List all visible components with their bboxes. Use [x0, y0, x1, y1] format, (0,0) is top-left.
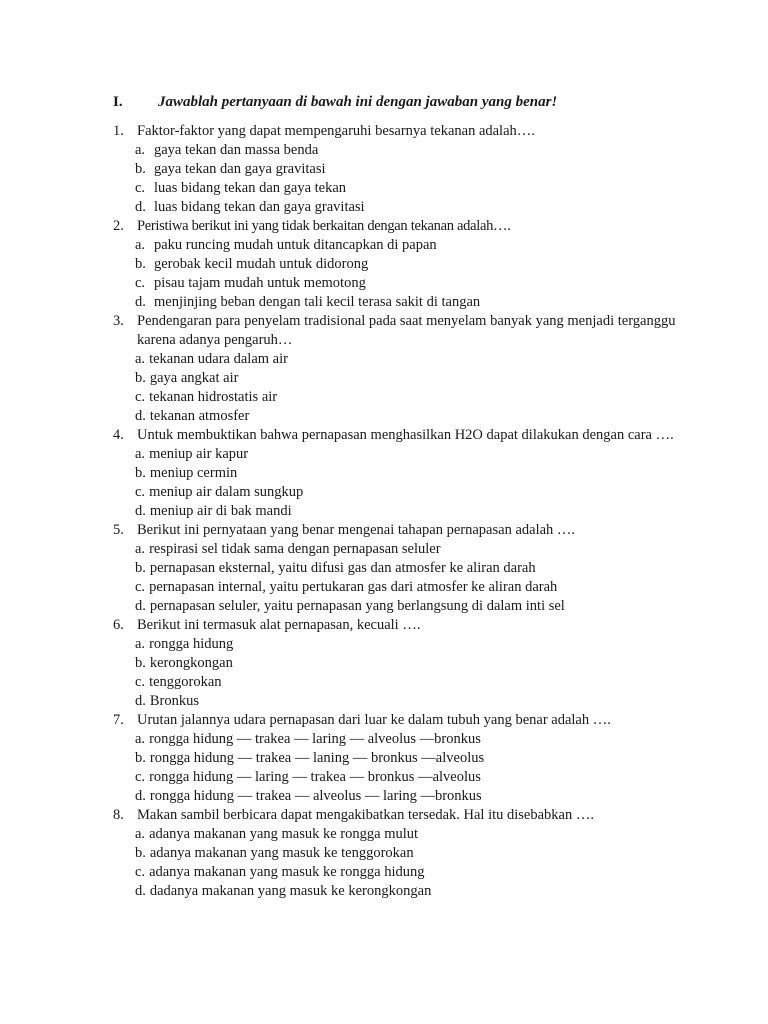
option-list — [113, 141, 713, 217]
option-text: rongga hidung — trakea — laring — alveolus —bronkus — [149, 731, 481, 747]
option-letter: d. — [135, 408, 146, 424]
option-b — [135, 559, 713, 578]
option-letter: c. — [135, 180, 146, 196]
option-letter: d. — [135, 788, 146, 804]
question-3 — [113, 312, 713, 426]
option-b — [135, 654, 713, 673]
question-number: 2. — [113, 218, 124, 234]
option-letter: a. — [135, 826, 146, 842]
option-text: pernapasan seluler, yaitu pernapasan yang berlangsung di dalam inti sel — [149, 598, 565, 614]
option-list — [113, 350, 713, 426]
option-text: gerobak kecil mudah untuk didorong — [154, 256, 369, 272]
question-text: Berikut ini pernyataan yang benar mengenai tahapan pernapasan adalah …. — [137, 522, 576, 538]
option-c — [135, 768, 713, 787]
question-2 — [113, 217, 713, 312]
option-text: adanya makanan yang masuk ke rongga hidung — [149, 864, 425, 880]
option-text: Bronkus — [149, 693, 200, 709]
option-a — [135, 540, 713, 559]
question-4 — [113, 426, 713, 521]
section-heading — [113, 93, 557, 111]
option-c — [135, 388, 713, 407]
option-text: rongga hidung — laring — trakea — bronkus —alveolus — [149, 769, 481, 785]
option-letter: a. — [135, 731, 146, 747]
option-b — [135, 464, 713, 483]
option-text: luas bidang tekan dan gaya gravitasi — [154, 199, 365, 215]
option-list — [113, 730, 713, 806]
option-text: adanya makanan yang masuk ke tenggorokan — [149, 845, 414, 861]
option-letter: a. — [135, 446, 146, 462]
option-letter: b. — [135, 256, 146, 272]
question-text: Faktor-faktor yang dapat mempengaruhi besarnya tekanan adalah…. — [137, 123, 535, 139]
option-letter: d. — [135, 503, 146, 519]
option-letter: b. — [135, 161, 146, 177]
option-d — [135, 882, 713, 901]
option-letter: d. — [135, 294, 146, 310]
option-list — [113, 825, 713, 901]
option-text: adanya makanan yang masuk ke rongga mulut — [149, 826, 419, 842]
option-d — [135, 692, 713, 711]
question-7 — [113, 711, 713, 806]
option-text: pernapasan eksternal, yaitu difusi gas dan atmosfer ke aliran darah — [149, 560, 536, 576]
section-number: I. — [113, 94, 123, 110]
option-text: gaya tekan dan gaya gravitasi — [154, 161, 326, 177]
option-text: tekanan hidrostatis air — [149, 389, 278, 405]
option-text: pisau tajam mudah untuk memotong — [154, 275, 366, 291]
option-list — [113, 540, 713, 616]
option-text: tekanan udara dalam air — [149, 351, 288, 367]
option-c — [135, 483, 713, 502]
option-a — [135, 825, 713, 844]
option-list — [113, 236, 713, 312]
option-a — [135, 445, 713, 464]
option-letter: d. — [135, 693, 146, 709]
option-a — [135, 350, 713, 369]
option-a — [135, 141, 713, 160]
option-letter: d. — [135, 883, 146, 899]
question-5 — [113, 521, 713, 616]
option-letter: c. — [135, 275, 146, 291]
question-number: 8. — [113, 807, 124, 823]
option-text: gaya tekan dan massa benda — [154, 142, 319, 158]
option-text: meniup air kapur — [149, 446, 249, 462]
option-text: menjinjing beban dengan tali kecil terasa sakit di tangan — [154, 294, 481, 310]
option-letter: a. — [135, 142, 146, 158]
option-letter: c. — [135, 579, 146, 595]
question-text: Urutan jalannya udara pernapasan dari luar ke dalam tubuh yang benar adalah …. — [137, 712, 611, 728]
question-text: Pendengaran para penyelam tradisional pada saat menyelam banyak yang menjadi terganggu karena adanya pengaruh… — [137, 313, 676, 348]
option-d — [135, 502, 713, 521]
option-letter: a. — [135, 541, 146, 557]
question-text: Untuk membuktikan bahwa pernapasan menghasilkan H2O dapat dilakukan dengan cara …. — [137, 427, 674, 443]
question-8 — [113, 806, 713, 901]
option-letter: a. — [135, 636, 146, 652]
option-d — [135, 407, 713, 426]
option-letter: c. — [135, 674, 146, 690]
option-letter: b. — [135, 465, 146, 481]
question-number: 6. — [113, 617, 124, 633]
question-number: 7. — [113, 712, 124, 728]
option-b — [135, 369, 713, 388]
question-number: 1. — [113, 123, 124, 139]
option-text: tenggorokan — [149, 674, 222, 690]
option-letter: c. — [135, 864, 146, 880]
option-text: rongga hidung — trakea — laning — bronkus —alveolus — [149, 750, 485, 766]
option-text: luas bidang tekan dan gaya tekan — [154, 180, 347, 196]
option-b — [135, 255, 713, 274]
option-letter: a. — [135, 351, 146, 367]
option-list — [113, 445, 713, 521]
option-text: kerongkongan — [149, 655, 233, 671]
option-a — [135, 236, 713, 255]
question-number: 5. — [113, 522, 124, 538]
option-c — [135, 673, 713, 692]
option-text: rongga hidung — trakea — alveolus — laring —bronkus — [149, 788, 482, 804]
option-letter: a. — [135, 237, 146, 253]
option-text: tekanan atmosfer — [149, 408, 250, 424]
option-letter: b. — [135, 560, 146, 576]
option-letter: b. — [135, 655, 146, 671]
option-b — [135, 844, 713, 863]
option-text: dadanya makanan yang masuk ke kerongkongan — [149, 883, 432, 899]
section-instruction: Jawablah pertanyaan di bawah ini dengan jawaban yang benar! — [158, 94, 558, 110]
option-text: respirasi sel tidak sama dengan pernapasan seluler — [149, 541, 441, 557]
option-text: paku runcing mudah untuk ditancapkan di papan — [154, 237, 437, 253]
option-a — [135, 730, 713, 749]
option-b — [135, 749, 713, 768]
option-letter: d. — [135, 199, 146, 215]
option-letter: c. — [135, 484, 146, 500]
option-letter: c. — [135, 389, 146, 405]
option-c — [135, 578, 713, 597]
option-text: meniup air dalam sungkup — [149, 484, 304, 500]
option-d — [135, 198, 713, 217]
question-1 — [113, 122, 713, 217]
question-number: 4. — [113, 427, 124, 443]
option-d — [135, 293, 713, 312]
option-text: pernapasan internal, yaitu pertukaran gas dari atmosfer ke aliran darah — [149, 579, 558, 595]
question-text: Makan sambil berbicara dapat mengakibatkan tersedak. Hal itu disebabkan …. — [137, 807, 594, 823]
option-text: rongga hidung — [149, 636, 234, 652]
option-list — [113, 635, 713, 711]
question-number: 3. — [113, 313, 124, 329]
option-a — [135, 635, 713, 654]
option-c — [135, 179, 713, 198]
option-c — [135, 274, 713, 293]
option-text: meniup cermin — [149, 465, 238, 481]
option-letter: d. — [135, 598, 146, 614]
question-list — [113, 122, 713, 901]
option-text: meniup air di bak mandi — [149, 503, 292, 519]
question-text: Berikut ini termasuk alat pernapasan, kecuali …. — [137, 617, 421, 633]
option-letter: b. — [135, 750, 146, 766]
option-d — [135, 597, 713, 616]
option-c — [135, 863, 713, 882]
option-letter: b. — [135, 845, 146, 861]
option-d — [135, 787, 713, 806]
option-letter: b. — [135, 370, 146, 386]
option-text: gaya angkat air — [149, 370, 239, 386]
option-letter: c. — [135, 769, 146, 785]
option-b — [135, 160, 713, 179]
question-text: Peristiwa berikut ini yang tidak berkaitan dengan tekanan adalah…. — [137, 218, 511, 234]
question-6 — [113, 616, 713, 711]
